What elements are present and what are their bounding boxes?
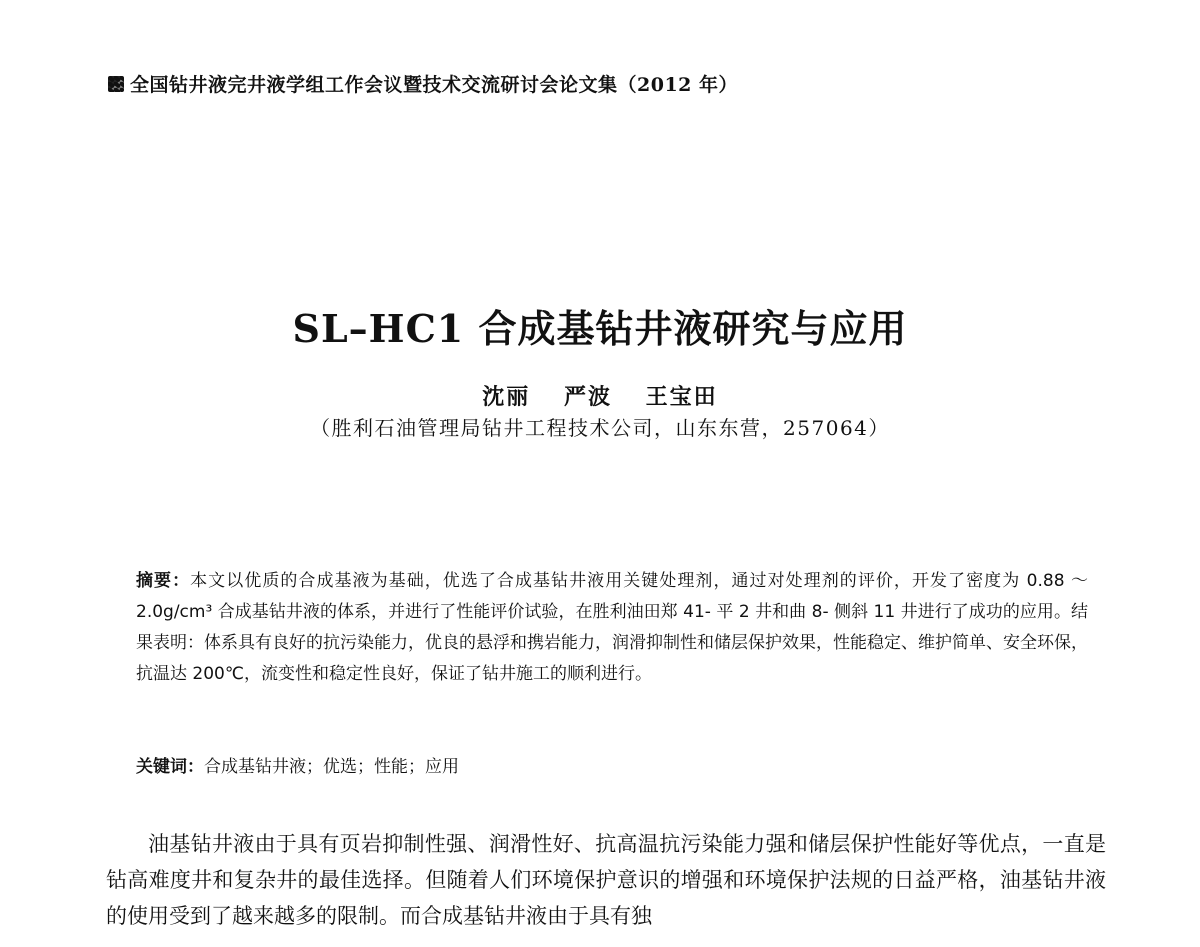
abstract-label: 摘要：	[136, 571, 191, 591]
abstract-text: 本文以优质的合成基液为基础，优选了合成基钻井液用关键处理剂，通过对处理剂的评价，开发了密度为 0.88 ～ 2.0g/cm³ 合成基钻井液的体系，并进行了性能评价试验，在胜利油田郑 41- 平 2 井和曲 8- 侧斜 11 井进行了成功的应用。结果表明：体系具有良好的抗污染能力，优良的悬浮和携岩能力，润滑抑制性和储层保护效果，性能稳定、维护简单、安全环保，抗温达 200℃，流变性和稳定性良好，保证了钻井施工的顺利进行。	[136, 571, 1088, 684]
keywords	[136, 752, 1088, 782]
author-3: 王宝田	[645, 384, 718, 410]
abstract	[136, 566, 1088, 690]
running-header	[108, 70, 738, 97]
author-1: 沈丽	[482, 384, 531, 410]
author-list	[0, 380, 1200, 411]
body-paragraph: 油基钻井液由于具有页岩抑制性强、润滑性好、抗高温抗污染能力强和储层保护性能好等优点，一直是钻高难度井和复杂井的最佳选择。但随着人们环境保护意识的增强和环境保护法规的日益严格，油基钻井液的使用受到了越来越多的限制。而合成基钻井液由于具有独	[106, 832, 1106, 928]
running-header-text: 全国钻井液完井液学组工作会议暨技术交流研讨会论文集（2012 年）	[130, 74, 738, 96]
keywords-label: 关键词：	[136, 757, 204, 777]
author-2: 严波	[563, 384, 612, 410]
keywords-text: 合成基钻井液；优选；性能；应用	[204, 757, 459, 777]
book-mark-icon	[108, 76, 124, 92]
author-affiliation: （胜利石油管理局钻井工程技术公司，山东东营，257064）	[310, 416, 890, 440]
paper-title: SL–HC1 合成基钻井液研究与应用	[292, 306, 908, 351]
